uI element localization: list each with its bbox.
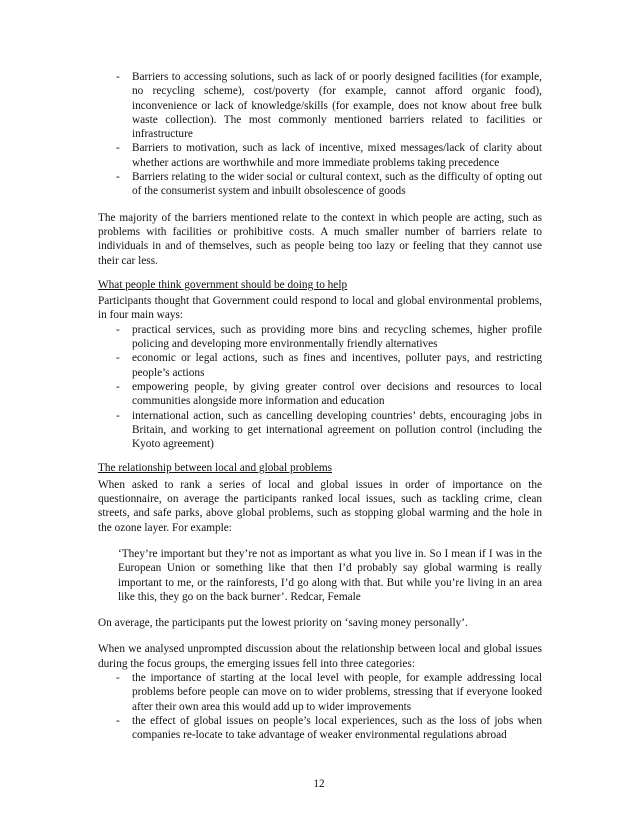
barriers-list — [98, 70, 542, 199]
list-dash: - — [116, 352, 120, 365]
local-global-heading: The relationship between local and global problems — [98, 462, 333, 475]
list-item-text: empowering people, by giving greater control over decisions and resources to local communities alongside more information and education — [132, 380, 542, 408]
list-dash: - — [116, 142, 120, 155]
categories-list — [98, 671, 542, 742]
list-dash: - — [116, 409, 120, 422]
list-item — [98, 170, 542, 199]
list-item-text: Barriers to accessing solutions, such as lack of or poorly designed facilities (for example, no recycling scheme), cost/poverty (for example, cannot afford organic food), inconvenience or lack of knowledge/skills (for example, does not know about free bulk waste collection). The most commonly mentioned barriers related to facilities or infrastructure — [132, 71, 542, 141]
list-item — [98, 409, 542, 452]
priority-paragraph: On average, the participants put the lowest priority on ‘saving money personally’. — [98, 617, 468, 630]
local-global-intro: When asked to rank a series of local and global issues in order of importance on the questionnaire, on average the participants ranked local issues, such as tackling crime, clean streets, and safe parks, above global problems, such as stopping global warming and the hole in the ozone layer. For example: — [98, 478, 542, 534]
list-item — [98, 671, 542, 714]
list-dash: - — [116, 71, 120, 83]
barriers-summary: The majority of the barriers mentioned relate to the context in which people are acting, such as problems with facilities or prohibitive costs. A much smaller number of barriers relate to individuals in and of themselves, such as people being too lazy or feeling that they cannot use their car less. — [98, 211, 542, 267]
list-item — [98, 380, 542, 409]
list-dash: - — [116, 671, 120, 684]
list-item-text: Barriers relating to the wider social or cultural context, such as the difficulty of opting out of the consumerist system and inbuilt obsolescence of goods — [132, 171, 542, 198]
list-dash: - — [116, 171, 120, 184]
list-item-text: the importance of starting at the local level with people, for example addressing local problems before people can move on to wider problems, stressing that if everyone looked after their own area this would add up to wider improvements — [132, 671, 542, 713]
list-item-text: practical services, such as providing more bins and recycling schemes, higher profile policing and developing more environmentally friendly alternatives — [132, 323, 542, 351]
government-heading: What people think government should be doing to help — [98, 278, 348, 291]
list-item-text: the effect of global issues on people’s local experiences, such as the loss of jobs when companies re-locate to take advantage of weaker environmental regulations abroad — [132, 714, 542, 742]
page-number: 12 — [313, 778, 325, 790]
list-item — [98, 323, 542, 352]
list-dash: - — [116, 714, 120, 727]
list-dash: - — [116, 380, 120, 393]
government-intro: Participants thought that Government could respond to local and global environmental problems, in four main ways: — [98, 295, 542, 322]
list-item-text: economic or legal actions, such as fines and incentives, polluter pays, and restricting people’s actions — [132, 352, 542, 379]
participant-quote: ‘They’re important but they’re not as important as what you live in. So I mean if I was in the European Union or something like that then I’d probably say global warming is really important to me, or the rainforests, I’d go along with that. But while you’re living in an area like this, they go on the back burner’. Redcar, Female — [118, 547, 542, 603]
list-dash: - — [116, 323, 120, 336]
list-item-text: international action, such as cancelling developing countries’ debts, encouraging jobs in Britain, and working to get international agreement on pollution control (including the Kyoto agreement) — [132, 409, 542, 451]
document-page — [98, 70, 542, 742]
list-item — [98, 714, 542, 743]
analysis-intro: When we analysed unprompted discussion about the relationship between local and global issues during the focus groups, the emerging issues fell into three categories: — [98, 643, 542, 670]
list-item — [98, 141, 542, 170]
government-actions-list — [98, 323, 542, 452]
list-item-text: Barriers to motivation, such as lack of incentive, mixed messages/lack of clarity about whether actions are worthwhile and more immediate problems taking precedence — [132, 142, 542, 169]
list-item — [98, 70, 542, 141]
list-item — [98, 351, 542, 380]
